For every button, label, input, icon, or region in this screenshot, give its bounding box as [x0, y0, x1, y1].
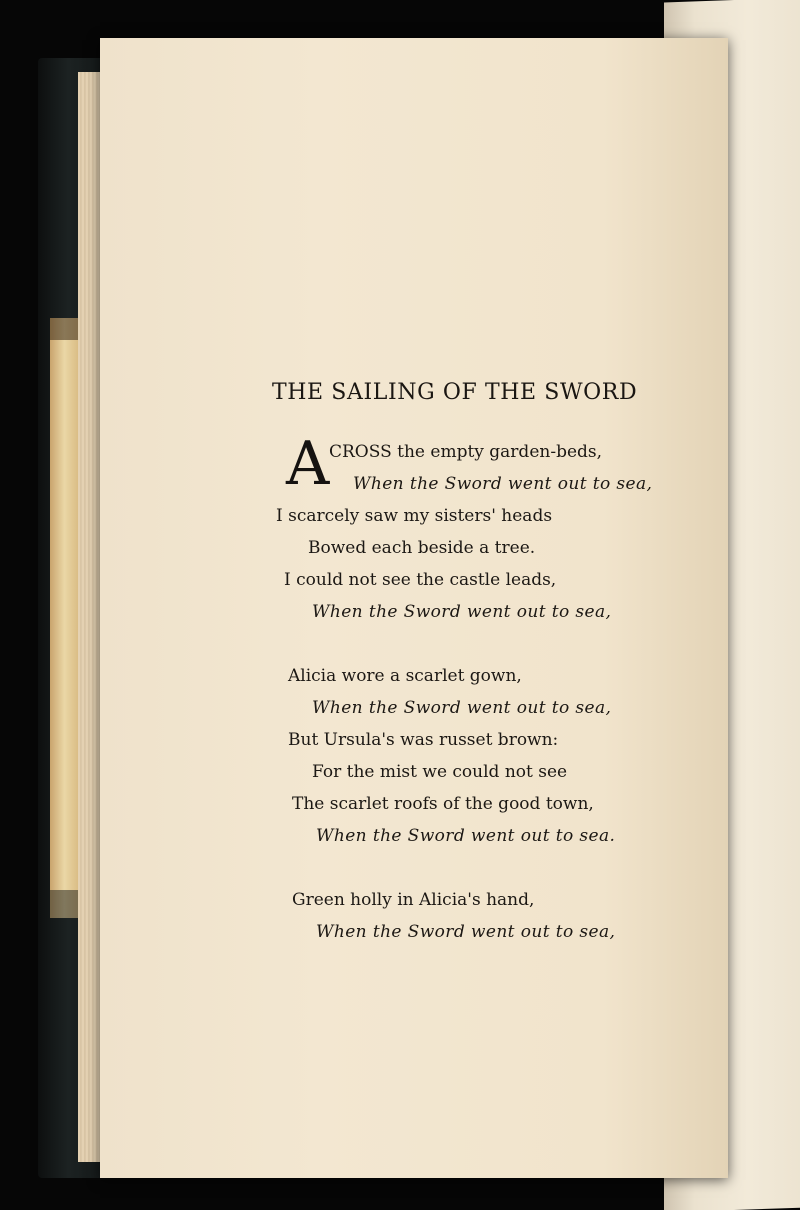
- poem-line: I could not see the castle leads,: [284, 570, 557, 590]
- poem-line-refrain: When the Sword went out to sea.: [316, 826, 616, 846]
- poem-line: I scarcely saw my sisters' heads: [276, 506, 553, 526]
- poem-line: The scarlet roofs of the good town,: [292, 794, 594, 814]
- poem-line-refrain: When the Sword went out to sea,: [353, 474, 653, 494]
- poem-line-refrain: When the Sword went out to sea,: [316, 922, 616, 942]
- drop-cap: A: [286, 429, 330, 499]
- poem-line: Alicia wore a scarlet gown,: [288, 666, 522, 686]
- poem-line: Green holly in Alicia's hand,: [292, 890, 535, 910]
- poem-line: CROSS the empty garden-beds,: [329, 442, 603, 462]
- poem-line-refrain: When the Sword went out to sea,: [312, 698, 612, 718]
- poem-title: THE SAILING OF THE SWORD: [272, 380, 638, 405]
- poem-line: But Ursula's was russet brown:: [288, 730, 559, 750]
- poem-line: Bowed each beside a tree.: [308, 538, 536, 558]
- poem-line: For the mist we could not see: [312, 762, 568, 782]
- poem-line-refrain: When the Sword went out to sea,: [312, 602, 612, 622]
